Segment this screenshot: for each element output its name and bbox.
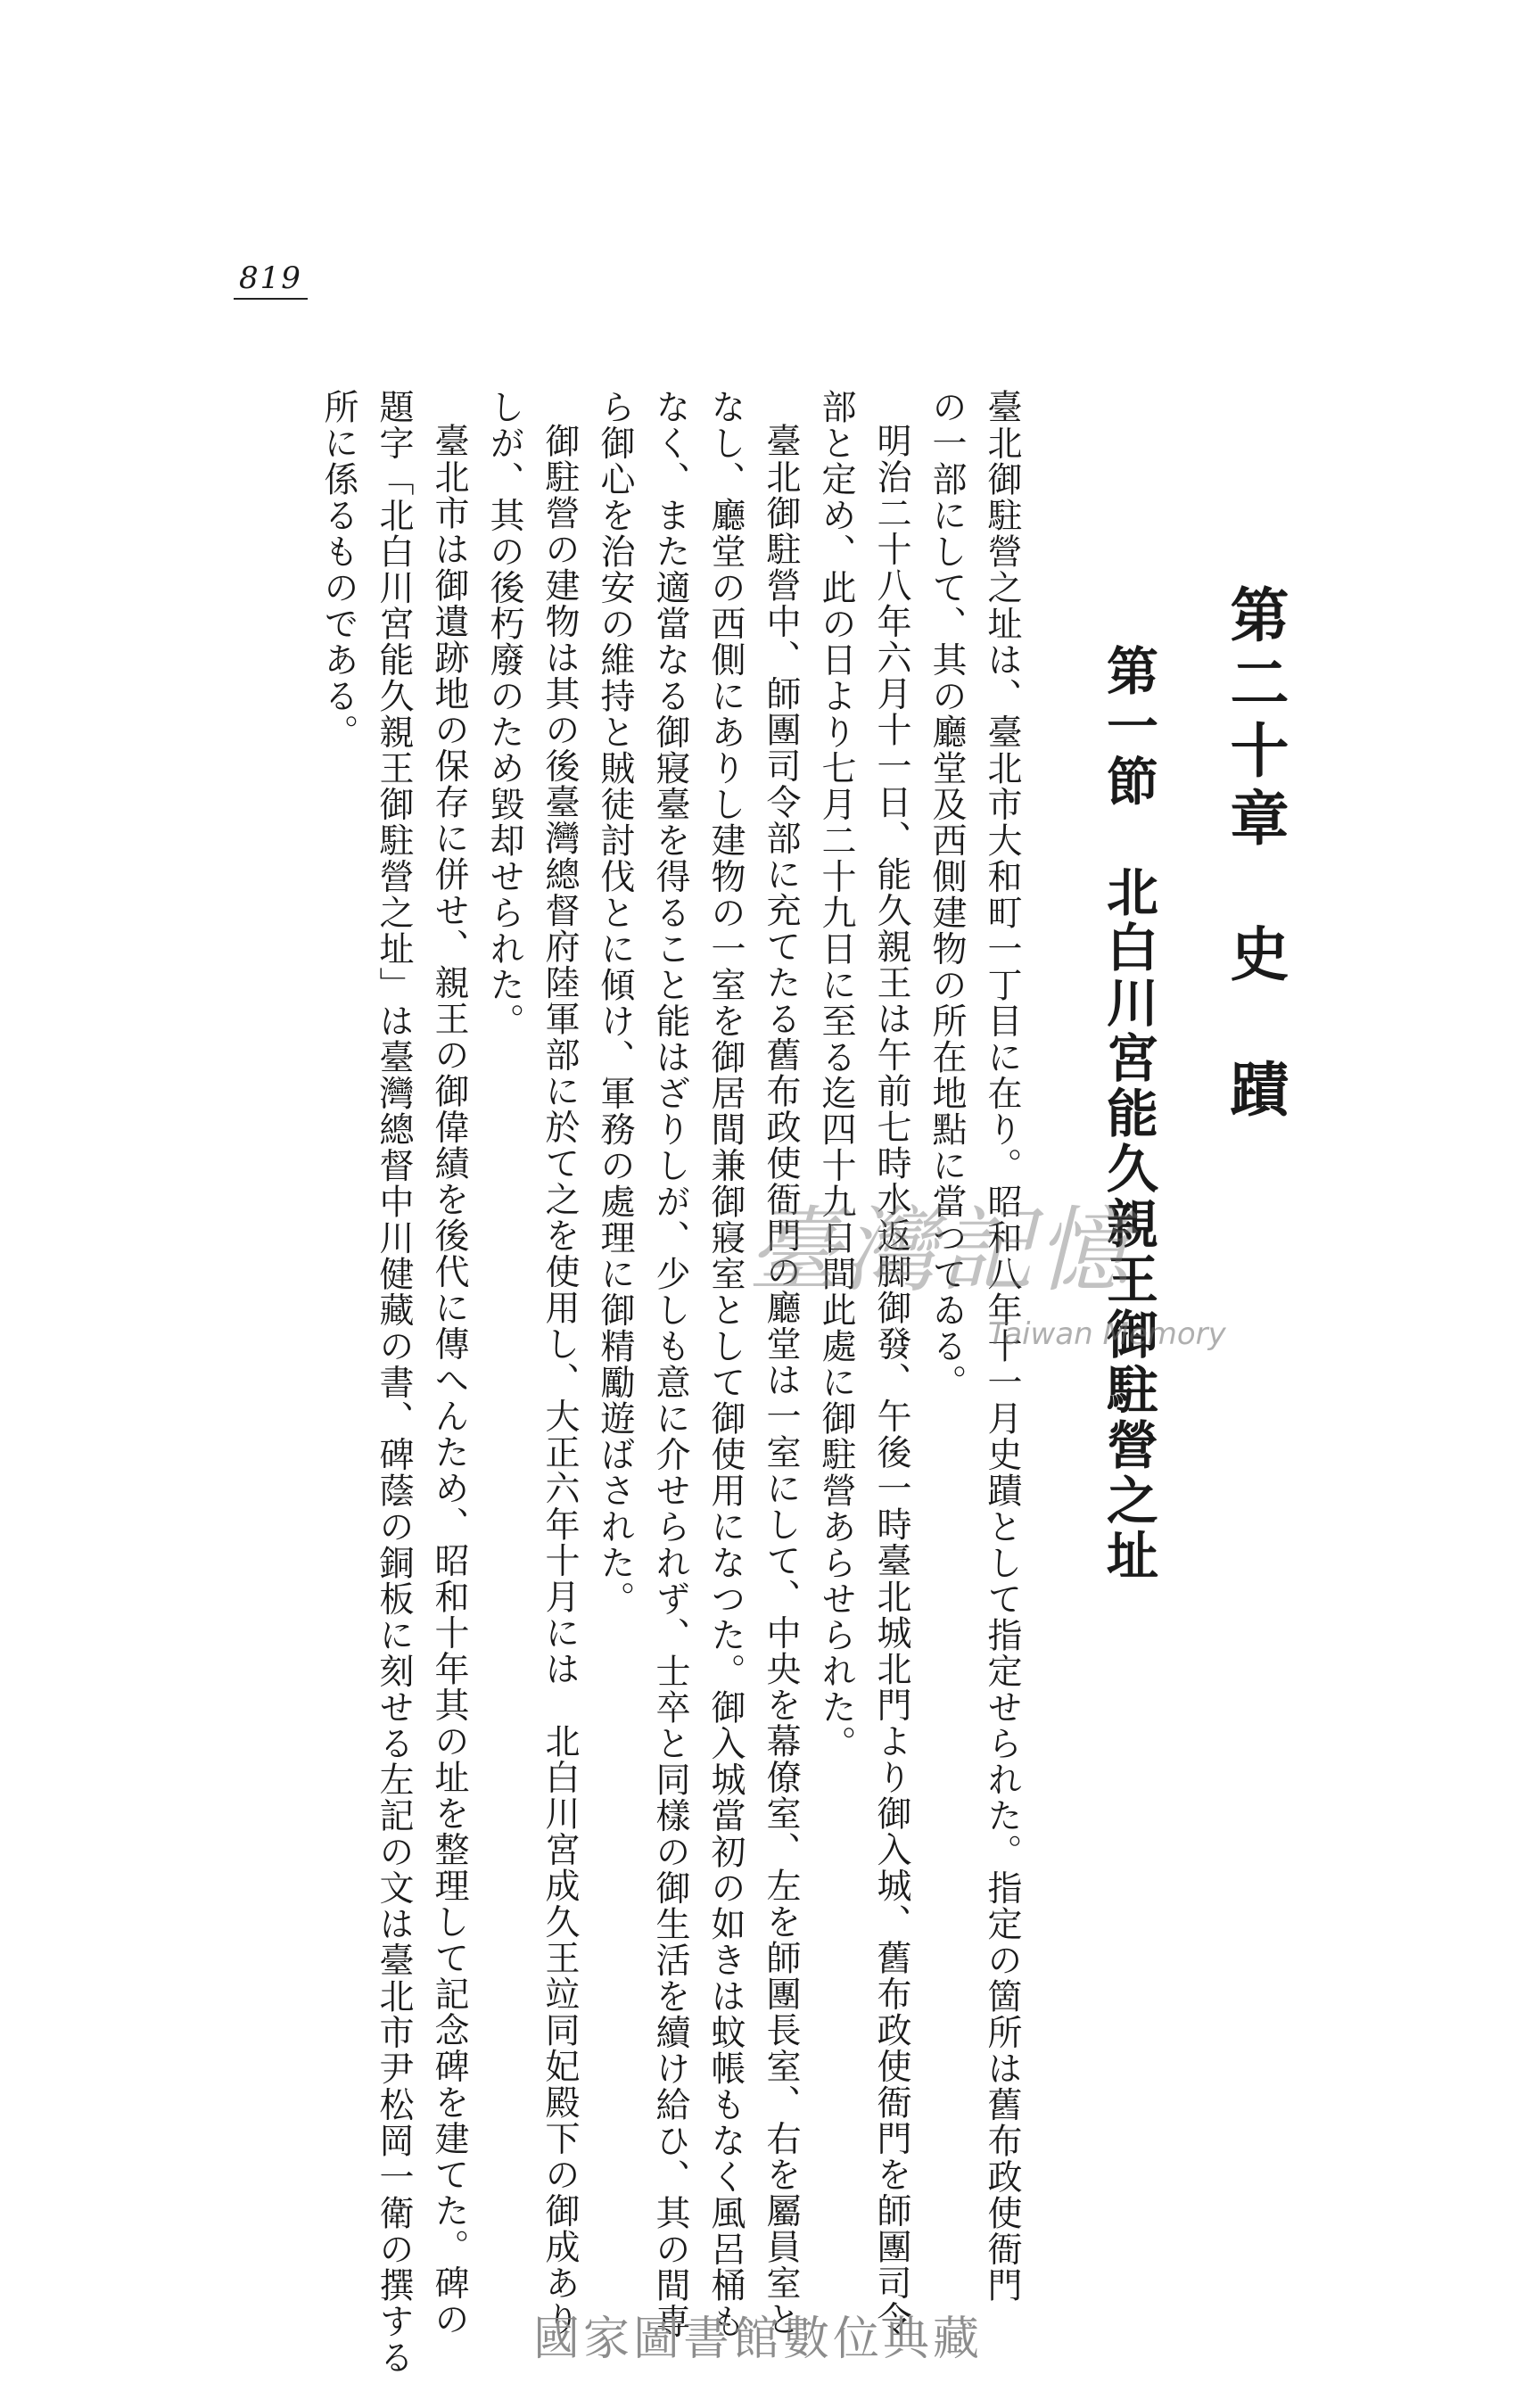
body-column-12: 題字「北白川宮能久親王御駐營之址」は臺灣總督中川健藏の書、碑蔭の銅板に刻せる左記の文は臺北市尹松岡一衛の撰する (374, 389, 414, 2376)
footer-credit: 國家圖書館數位典藏 (532, 2313, 983, 2366)
body-column-9: 御駐營の建物は其の後臺灣總督府陸軍部に於て之を使用し、大正六年十月には 北白川宮成久王竝同妃殿下の御成あり (540, 423, 580, 2338)
body-column-1: 臺北御駐營之址は、臺北市大和町一丁目に在り。昭和八年十一月史蹟として指定せられた。指定の箇所は舊布政使衙門 (982, 389, 1022, 2304)
chapter-title: 第二十章 史 蹟 (1220, 584, 1289, 1126)
watermark-logo: 臺灣記憶 (747, 1196, 1133, 1305)
body-column-6: なし、廳堂の西側にありし建物の一室を御居間兼御寢室として御使用になつた。御入城當初の如きは蚊帳もなく風呂桶も (705, 389, 746, 2339)
body-column-13: 所に係るものである。 (318, 389, 358, 750)
page-number: 819 (234, 260, 308, 300)
body-column-8: ら御心を治安の維持と賊徒討伐とに傾け、軍務の處理に御精勵遊ばされた。 (595, 389, 635, 1617)
body-column-7: なく、また適當なる御寢臺を得ること能はざりしが、少しも意に介せられず、士卒と同樣の御生活を續け給ひ、其の間専 (650, 389, 690, 2339)
body-column-3: 明治二十八年六月十一日、能久親王は午前七時水返脚御發、午後一時臺北城北門より御入城、舊布政使衙門を師團司令 (871, 423, 911, 2338)
watermark-latin: Taiwan Memory (988, 1316, 1226, 1352)
body-column-2: の一部にして、其の廳堂及西側建物の所在地點に當つてゐる。 (927, 389, 967, 1400)
body-column-10: しが、其の後朽廢のため毀却せられた。 (484, 389, 524, 1039)
body-column-4: 部と定め、此の日より七月二十九日に至る迄四十九日間此處に御駐營あらせられた。 (816, 389, 856, 1761)
body-column-5: 臺北御駐營中、師團司令部に充てたる舊布政使衙門の廳堂は一室にして、中央を幕僚室、左を師團長室、右を屬員室と (761, 423, 801, 2338)
section-title: 第一節 北白川宮能久親王御駐營之址 (1098, 644, 1158, 1584)
body-column-11: 臺北市は御遺跡地の保存に併せ、親王の御偉績を後代に傳へんため、昭和十年其の址を整理して記念碑を建てた。碑の (429, 423, 469, 2338)
